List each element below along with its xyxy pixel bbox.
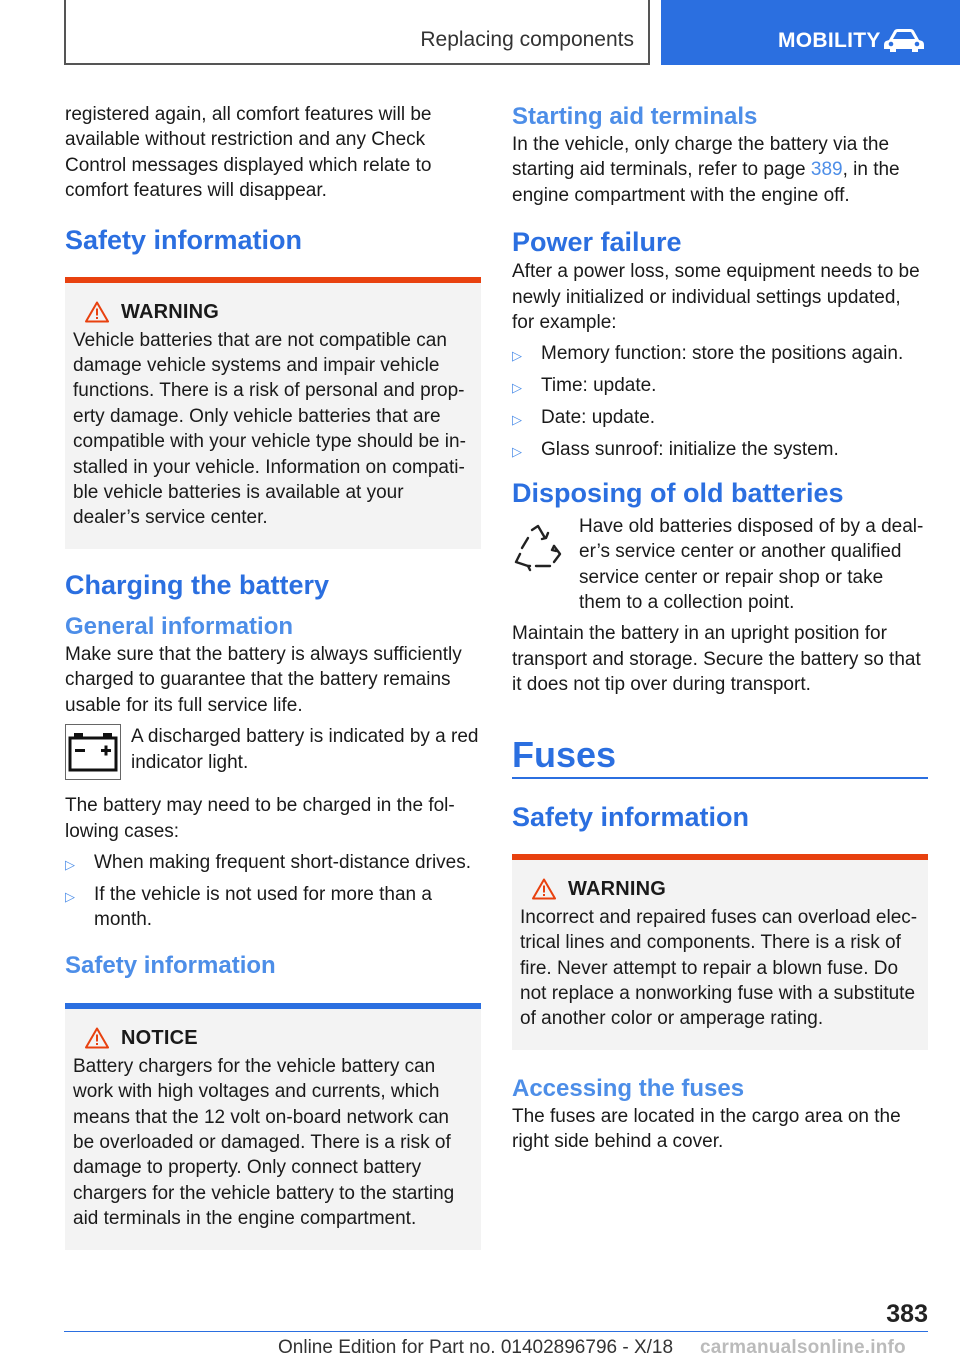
disposing-heading: Disposing of old batteries	[512, 477, 844, 508]
list-item: ▷ Glass sunroof: initialize the system.	[512, 437, 928, 462]
indicator-text: A discharged battery is indicated by a red indicator light.	[131, 726, 479, 773]
edition-text: Online Edition for Part no. 01402896796 - X/18	[278, 1337, 674, 1358]
safety-sub-heading: Safety information	[65, 951, 276, 979]
right-column	[512, 102, 928, 1161]
left-column	[65, 102, 481, 1250]
power-text: After a power loss, some equipment needs to be newly initialized or individual settings updated, for example:	[512, 261, 920, 334]
triangle-bullet-icon: ▷	[65, 856, 75, 872]
starting-heading: Starting aid terminals	[512, 103, 758, 130]
general-text: Make sure that the battery is always sufficiently charged to guarantee that the battery remains usable for its full service life.	[65, 643, 462, 716]
power-heading: Power failure	[512, 227, 682, 258]
notice-callout	[65, 1003, 481, 1250]
list-item: ▷ Time: update.	[512, 373, 928, 398]
page-number: 383	[886, 1300, 928, 1328]
list-item: ▷ When making frequent short-distance drives.	[65, 850, 481, 875]
upright-text: Maintain the battery in an upright position for transport and storage. Secure the battery so that it does not tip over during transport.	[512, 623, 921, 696]
header-section-tab	[64, 0, 650, 65]
car-icon	[883, 28, 925, 54]
battery-indicator-row	[65, 724, 481, 785]
chapter-tab	[661, 0, 960, 65]
recycle-icon	[512, 522, 564, 574]
charging-heading: Charging the battery	[65, 569, 330, 600]
battery-icon	[65, 724, 121, 780]
accessing-heading: Accessing the fuses	[512, 1074, 745, 1102]
list-item: ▷ Date: update.	[512, 405, 928, 430]
notice-text: Battery chargers for the vehicle battery can work with high voltages and currents, which means that the 12 volt on-board network can be overloaded or damaged. There is a risk of damage to property. Only connect battery chargers for the vehicle battery to the starting aid terminals in the engine compartment.	[73, 1055, 455, 1230]
disposing-text: Have old batteries disposed of by a dealer’s service center or another qualified service center or repair shop or take them to a collection point.	[579, 515, 924, 614]
chapter-label: MOBILITY	[778, 29, 881, 52]
triangle-bullet-icon: ▷	[512, 380, 522, 396]
triangle-bullet-icon: ▷	[512, 444, 522, 460]
accessing-text: The fuses are located in the cargo area on the right side behind a cover.	[512, 1105, 901, 1153]
warning-title: WARNING	[121, 300, 220, 323]
triangle-bullet-icon: ▷	[65, 888, 75, 904]
warning-triangle-icon	[85, 301, 109, 323]
cases-list	[65, 850, 481, 933]
fuses-warning-text: Incorrect and repaired fuses can overload electrical lines and components. There is a risk of fire. Never attempt to repair a blown fuse. Do not replace a nonworking fuse with a substitute of another color or amperage rating.	[520, 906, 918, 1030]
triangle-bullet-icon: ▷	[512, 412, 522, 428]
fuses-safety-heading: Safety information	[512, 801, 750, 832]
fuses-warning-callout	[512, 854, 928, 1050]
warning-text: Vehicle batteries that are not compatible can damage vehicle systems and impair vehicle functions. There is a risk of personal and property damage. Only vehicle batteries that are compatible with your vehicle type should be installed in your vehicle. Information on compatible vehicle batteries is available at your dealer’s service center.	[73, 329, 466, 529]
fuses-rule	[512, 777, 928, 779]
intro-text: registered again, all comfort features will be available without restriction and any Check Control messages displayed which relate to comfort features will disappear.	[65, 104, 432, 202]
brand-watermark: carmanualsonline.info	[700, 1337, 906, 1358]
list-item: ▷ If the vehicle is not used for more than a month.	[65, 883, 432, 931]
fuses-warning-title: WARNING	[568, 877, 667, 900]
cases-text: The battery may need to be charged in the following cases:	[65, 795, 455, 842]
disposing-block	[512, 514, 928, 616]
warning-triangle-icon	[532, 878, 556, 900]
general-heading: General information	[65, 612, 294, 640]
triangle-bullet-icon: ▷	[512, 348, 522, 364]
list-item: ▷ Memory function: store the positions again.	[512, 341, 928, 366]
fuses-heading: Fuses	[512, 733, 617, 775]
power-list	[512, 341, 928, 462]
page-link-389[interactable]: 389	[810, 159, 843, 181]
section-title: Replacing components	[420, 28, 634, 51]
warning-callout	[65, 277, 481, 549]
safety-heading: Safety information	[65, 224, 303, 255]
warning-triangle-icon	[85, 1027, 109, 1049]
notice-title: NOTICE	[121, 1026, 198, 1049]
footer-rule	[64, 1331, 928, 1332]
starting-text: In the vehicle, only charge the battery via the starting aid terminals, refer to page 389, in the engine compartment with the engine off.	[512, 134, 900, 206]
